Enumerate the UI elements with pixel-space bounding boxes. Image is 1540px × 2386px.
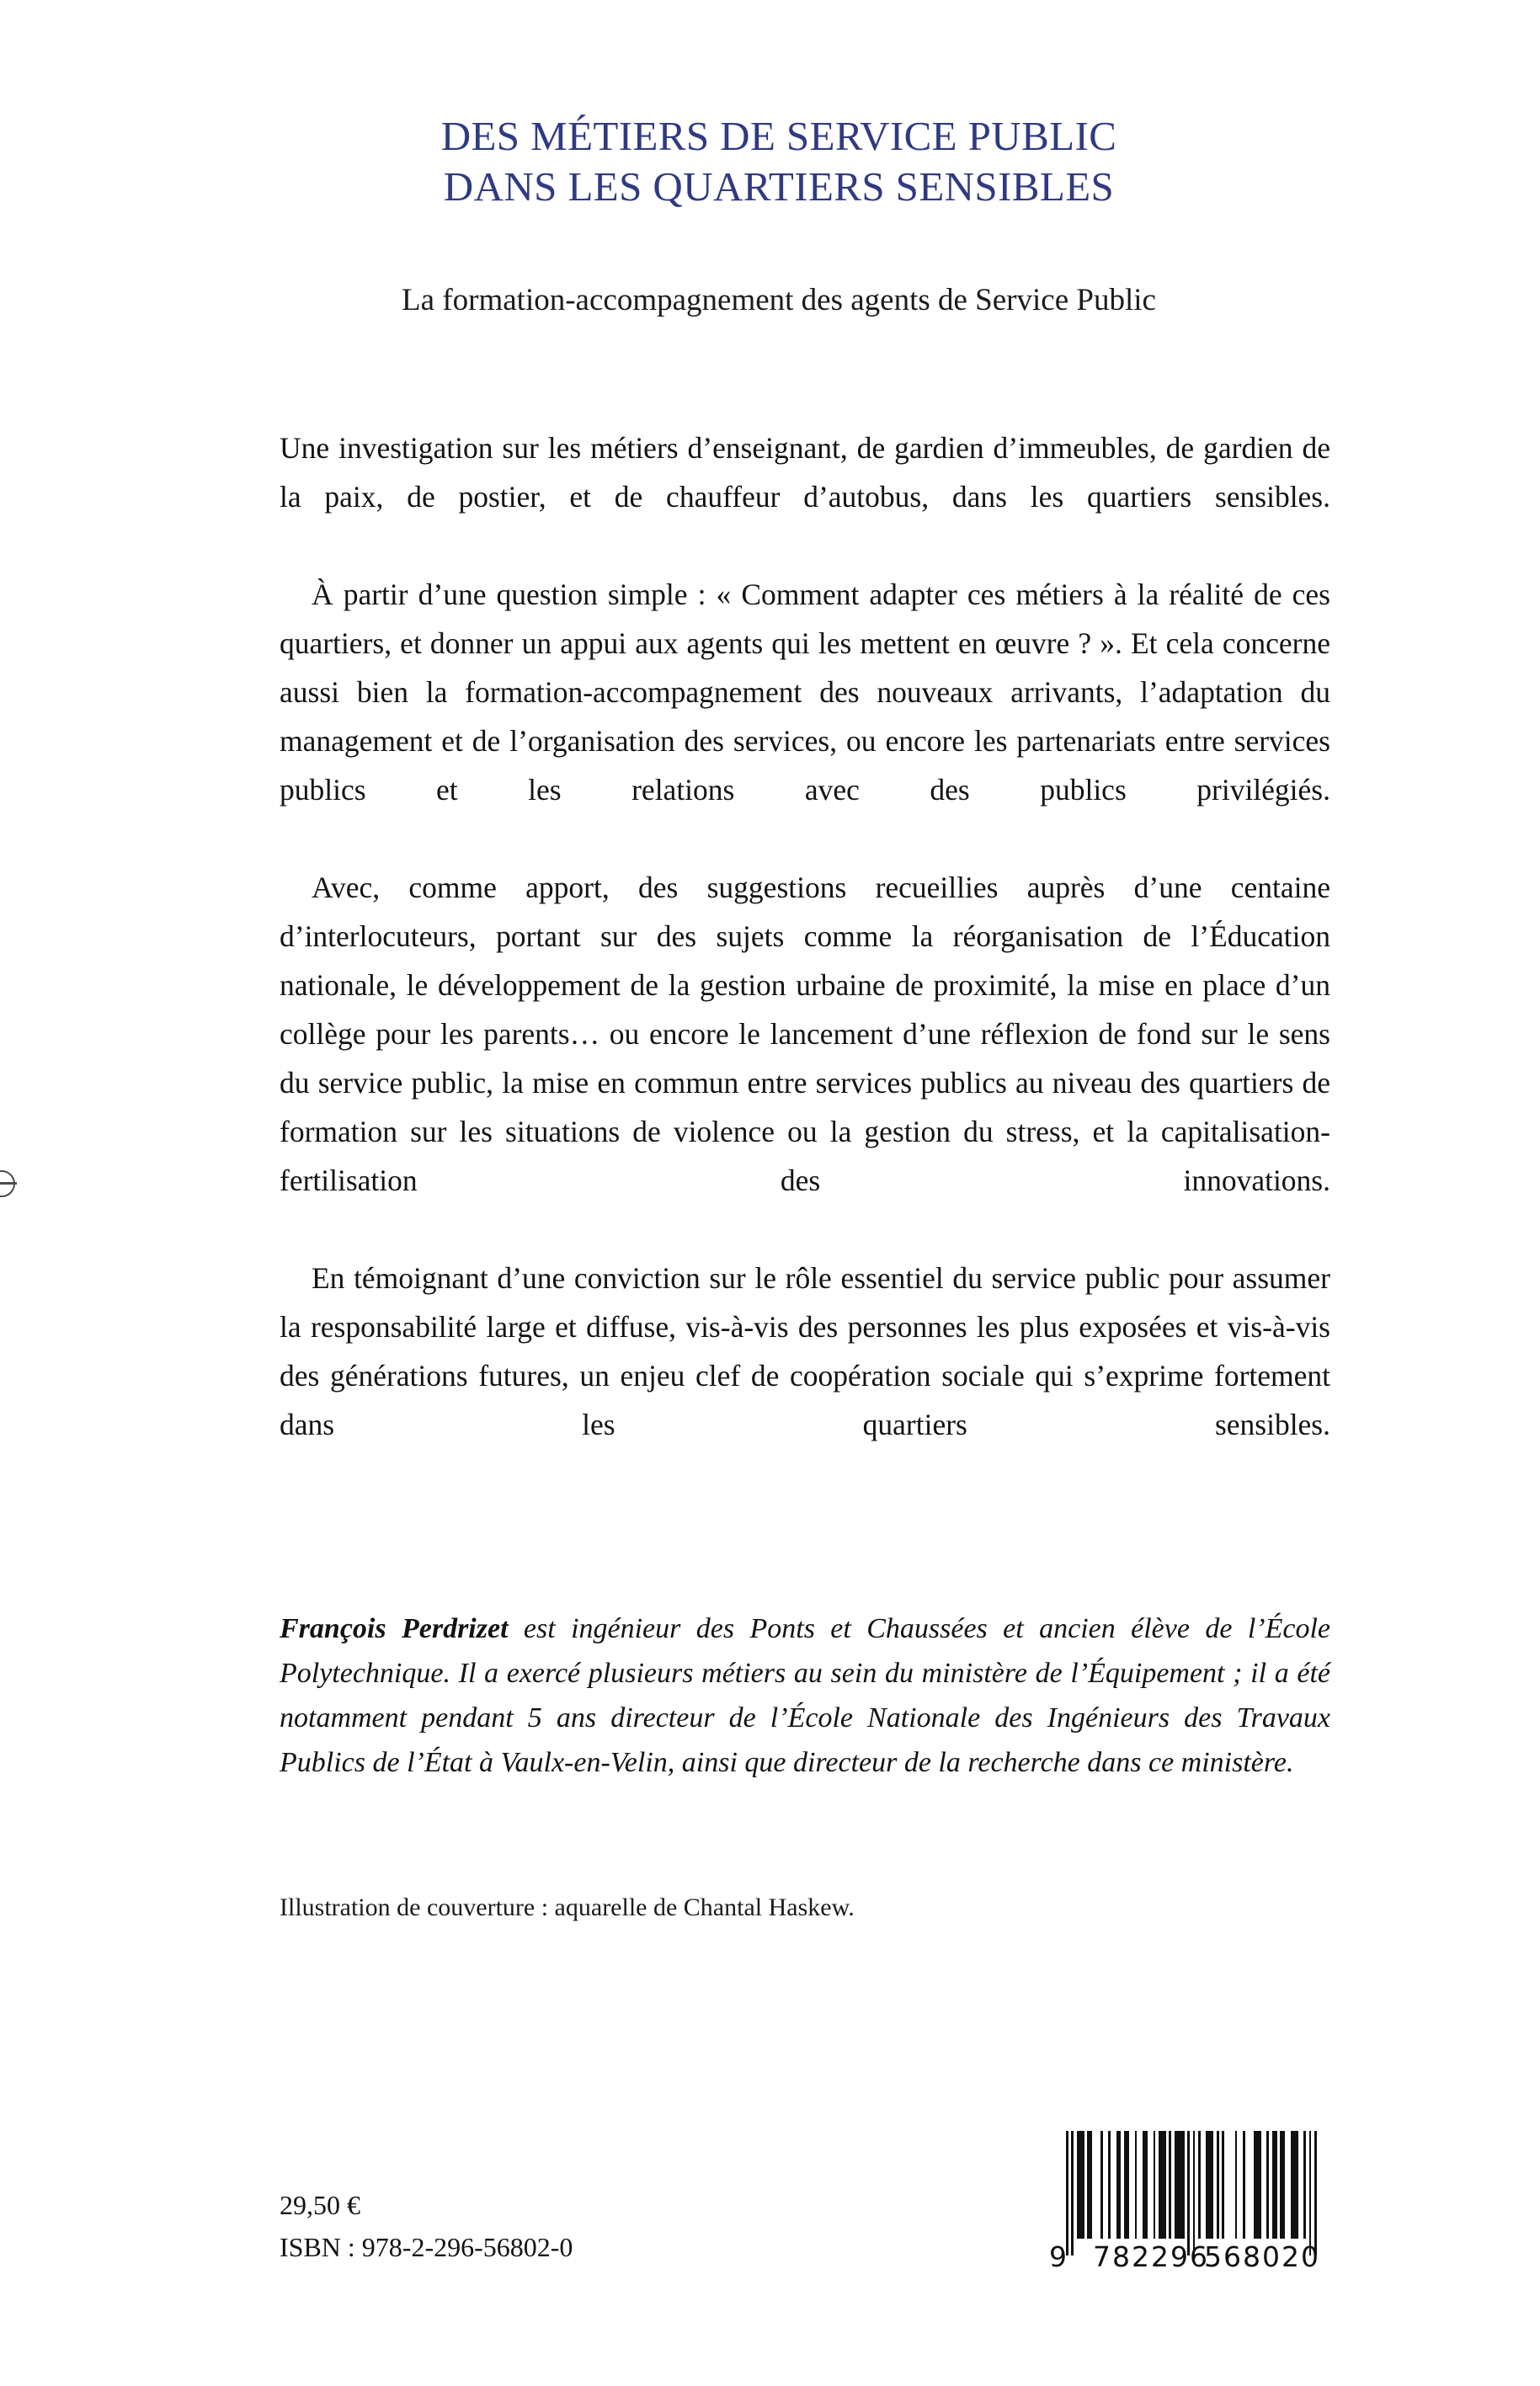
title-line-2: DANS LES QUARTIERS SENSIBLES (443, 163, 1115, 210)
spine-registration-mark (0, 1170, 15, 1197)
author-name: François Perdrizet (280, 1613, 509, 1644)
author-bio-rest: est ingénieur des Ponts et Chaussées et ancien élève de l’École Polytechnique. Il a exercé plusieurs métiers au sein du ministère de l’Équipement ; il a été notamment pendant 5 ans directeur de l’École Nationale des Ingénieurs des Travaux Publics de l’État à Vaulx-en-Velin, ainsi que directeur de la recherche dans ce ministère. (280, 1613, 1330, 1778)
barcode-bars (1047, 2131, 1322, 2256)
isbn-label: ISBN : 978-2-296-56802-0 (280, 2232, 573, 2262)
barcode-digits (1047, 2240, 1322, 2277)
blurb-paragraph-4: En témoignant d’une conviction sur le rôle essentiel du service public pour assumer la responsabilité large et diffuse, vis-à-vis des personnes les plus exposées et vis-à-vis des générations futures, un enjeu clef de coopération sociale qui s’exprime fortement dans les quartiers sensibles. (280, 1261, 1330, 1441)
price-label: 29,50 € (280, 2190, 360, 2220)
page-subtitle: La formation-accompagnement des agents de Service Public (402, 283, 1156, 317)
isbn-barcode (1047, 2131, 1322, 2281)
barcode-left-group: 782296 (1093, 2240, 1209, 2273)
page-title (219, 111, 1339, 212)
barcode-lead-digit: 9 (1049, 2240, 1068, 2273)
blurb-paragraph-3: Avec, comme apport, des suggestions recueillies auprès d’une centaine d’interlocuteurs, portant sur des sujets comme la réorganisation de l’Éducation nationale, le développement de la gestion urbaine de proximité, la mise en place d’un collège pour les parents… ou encore le lancement d’une réflexion de fond sur le sens du service public, la mise en commun entre services publics au niveau des quartiers de formation sur les situations de violence ou la gestion du stress, et la capitalisation-fertilisation des innovations. (280, 871, 1330, 1197)
blurb-paragraph-2: À partir d’une question simple : « Comment adapter ces métiers à la réalité de ces quartiers, et donner un appui aux agents qui les mettent en œuvre ? ». Et cela concerne aussi bien la formation-accompagnement des nouveaux arrivants, l’adaptation du management et de l’organisation des services, ou encore les partenariats entre services publics et les relations avec des publics privilégiés. (280, 578, 1330, 807)
title-line-1: DES MÉTIERS DE SERVICE PUBLIC (440, 113, 1117, 159)
footer-price-isbn (280, 2184, 573, 2268)
blurb-paragraph-1: Une investigation sur les métiers d’enseignant, de gardien d’immeubles, de gardien de la paix, de postier, et de chauffeur d’autobus, dans les quartiers sensibles. (280, 431, 1330, 514)
author-bio (280, 1606, 1330, 1785)
illustration-credit: Illustration de couverture : aquarelle de Chantal Haskew. (280, 1893, 855, 1921)
author-bio-text (280, 1606, 1330, 1785)
blurb-body (280, 423, 1330, 1498)
barcode-right-group: 568020 (1204, 2240, 1320, 2273)
